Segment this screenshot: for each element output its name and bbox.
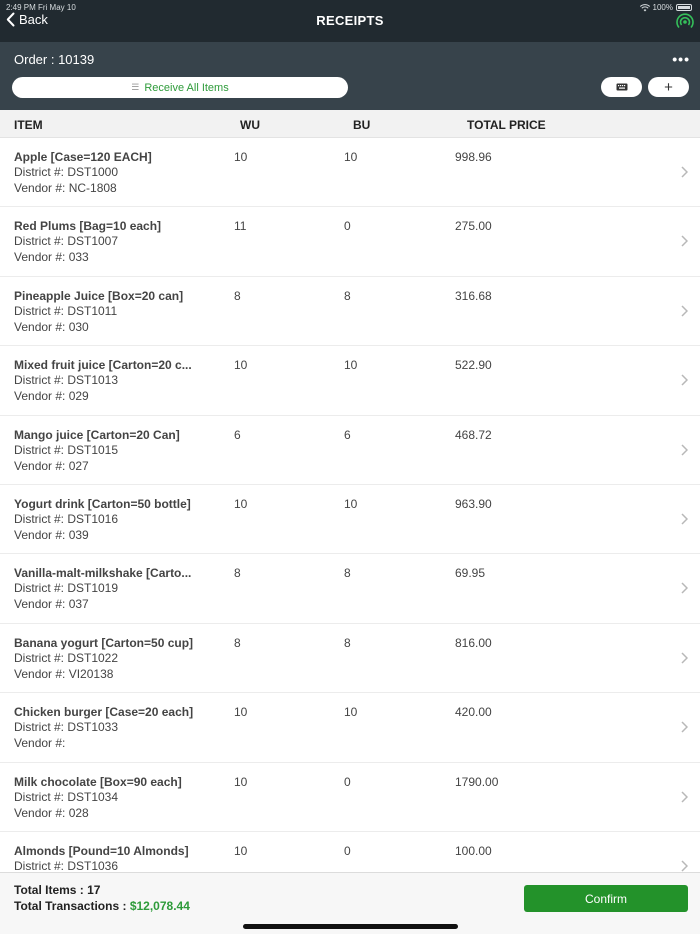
item-vendor: Vendor #: VI20138 (14, 666, 114, 681)
chevron-right-icon (681, 166, 688, 178)
order-number: Order : 10139 (14, 52, 95, 67)
item-price: 468.72 (455, 427, 492, 442)
list-icon: ☰ (131, 82, 140, 92)
chevron-right-icon (681, 513, 688, 525)
totals-footer (0, 872, 700, 934)
item-wu: 8 (234, 288, 241, 303)
item-vendor: Vendor #: 037 (14, 597, 89, 612)
table-row[interactable] (0, 763, 700, 832)
item-wu: 10 (234, 705, 248, 720)
item-district: District #: DST1000 (14, 165, 119, 179)
item-bu: 10 (344, 496, 358, 511)
item-price: 963.90 (455, 496, 492, 511)
order-subheader (0, 42, 700, 110)
back-label: Back (19, 12, 48, 27)
chevron-right-icon (681, 860, 688, 872)
item-name: Yogurt drink [Carton=50 bottle] (14, 496, 191, 511)
table-row[interactable] (0, 277, 700, 346)
item-name: Red Plums [Bag=10 each] (14, 219, 162, 234)
item-price: 275.00 (455, 219, 492, 234)
item-name: Milk chocolate [Box=90 each] (14, 774, 182, 789)
chevron-right-icon (681, 582, 688, 594)
receive-all-button[interactable] (12, 77, 348, 98)
item-district: District #: DST1033 (14, 720, 119, 735)
chevron-right-icon (681, 235, 688, 247)
battery-percent: 100% (652, 3, 673, 12)
item-name: Mixed fruit juice [Carton=20 c... (14, 358, 192, 373)
status-time: 2:49 PM (6, 3, 36, 12)
item-wu: 10 (234, 358, 248, 373)
item-name: Almonds [Pound=10 Almonds] (14, 843, 189, 858)
column-wu: WU (240, 118, 260, 132)
item-price: 420.00 (455, 705, 492, 720)
item-vendor: Vendor #: 030 (14, 319, 89, 334)
top-bar (0, 0, 700, 42)
item-wu: 10 (234, 150, 248, 164)
item-vendor: Vendor #: 028 (14, 805, 89, 820)
item-bu: 10 (344, 705, 358, 720)
item-vendor: Vendor #: 029 (14, 389, 89, 404)
item-district: District #: DST1015 (14, 442, 119, 457)
item-price: 316.68 (455, 288, 492, 303)
home-indicator[interactable] (243, 924, 458, 929)
more-icon[interactable]: ••• (672, 51, 690, 67)
item-name: Pineapple Juice [Box=20 can] (14, 288, 184, 303)
item-bu: 0 (344, 843, 351, 858)
item-price: 1790.00 (455, 774, 499, 789)
item-district: District #: DST1007 (14, 234, 119, 249)
item-price: 522.90 (455, 358, 492, 373)
table-row[interactable] (0, 138, 700, 207)
item-wu: 11 (234, 219, 247, 234)
confirm-button[interactable]: Confirm (524, 885, 688, 912)
item-price: 816.00 (455, 635, 492, 650)
column-total-price: TOTAL PRICE (467, 118, 546, 132)
total-transactions (14, 899, 190, 913)
item-bu: 8 (344, 566, 351, 581)
chevron-right-icon (681, 305, 688, 317)
item-district: District #: DST1013 (14, 373, 119, 388)
item-wu: 6 (234, 427, 241, 442)
item-name: Apple [Case=120 EACH] (14, 150, 152, 164)
status-date: Fri May 10 (38, 3, 76, 12)
item-name: Mango juice [Carton=20 Can] (14, 427, 180, 442)
item-vendor: Vendor #: NC-1808 (14, 181, 117, 195)
item-wu: 8 (234, 635, 241, 650)
item-name: Banana yogurt [Carton=50 cup] (14, 635, 194, 650)
chevron-right-icon (681, 721, 688, 733)
item-vendor: Vendor #: (14, 736, 66, 751)
item-price: 998.96 (455, 150, 492, 164)
table-row[interactable] (0, 416, 700, 485)
keyboard-button[interactable] (601, 77, 642, 97)
receipt-list[interactable] (0, 138, 700, 872)
item-district: District #: DST1019 (14, 581, 119, 596)
item-bu: 10 (344, 358, 358, 373)
item-vendor: Vendor #: 027 (14, 458, 89, 473)
battery-icon (676, 4, 692, 11)
total-transactions-label: Total Transactions : (14, 899, 130, 913)
item-district: District #: DST1034 (14, 789, 119, 804)
signal-icon[interactable] (676, 12, 694, 30)
add-button[interactable] (648, 77, 689, 97)
table-row[interactable] (0, 693, 700, 762)
wifi-icon (640, 4, 650, 12)
item-bu: 6 (344, 427, 351, 442)
total-transactions-value: $12,078.44 (129, 899, 190, 913)
table-row[interactable] (0, 832, 700, 872)
item-wu: 8 (234, 566, 241, 581)
column-item: ITEM (14, 118, 43, 132)
item-bu: 10 (344, 150, 358, 164)
item-bu: 8 (344, 635, 351, 650)
chevron-right-icon (681, 374, 688, 386)
item-bu: 0 (344, 774, 351, 789)
item-wu: 10 (234, 496, 248, 511)
status-right (640, 3, 692, 12)
page-title: RECEIPTS (316, 13, 384, 28)
table-row[interactable] (0, 346, 700, 415)
item-name: Chicken burger [Case=20 each] (14, 705, 194, 720)
plus-icon: + (664, 78, 673, 96)
item-price: 100.00 (455, 843, 492, 858)
receive-all-label: Receive All Items (144, 81, 229, 94)
chevron-right-icon (681, 791, 688, 803)
item-price: 69.95 (455, 566, 486, 581)
table-row[interactable] (0, 485, 700, 554)
item-district: District #: DST1016 (14, 511, 119, 526)
chevron-right-icon (681, 444, 688, 456)
table-row[interactable] (0, 624, 700, 693)
item-district: District #: DST1036 (14, 858, 119, 872)
item-wu: 10 (234, 774, 248, 789)
total-items: Total Items : 17 (14, 883, 101, 897)
item-wu: 10 (234, 843, 248, 858)
item-district: District #: DST1022 (14, 650, 119, 665)
keyboard-icon (616, 83, 628, 91)
column-bu: BU (353, 118, 371, 132)
item-bu: 0 (344, 219, 351, 234)
item-bu: 8 (344, 288, 351, 303)
item-vendor: Vendor #: 039 (14, 527, 89, 542)
item-name: Vanilla-malt-milkshake [Carto... (14, 566, 192, 581)
table-header (0, 110, 700, 138)
item-vendor: Vendor #: 033 (14, 250, 89, 265)
chevron-right-icon (681, 652, 688, 664)
table-row[interactable] (0, 207, 700, 276)
table-row[interactable] (0, 554, 700, 623)
item-district: District #: DST1011 (14, 303, 118, 318)
